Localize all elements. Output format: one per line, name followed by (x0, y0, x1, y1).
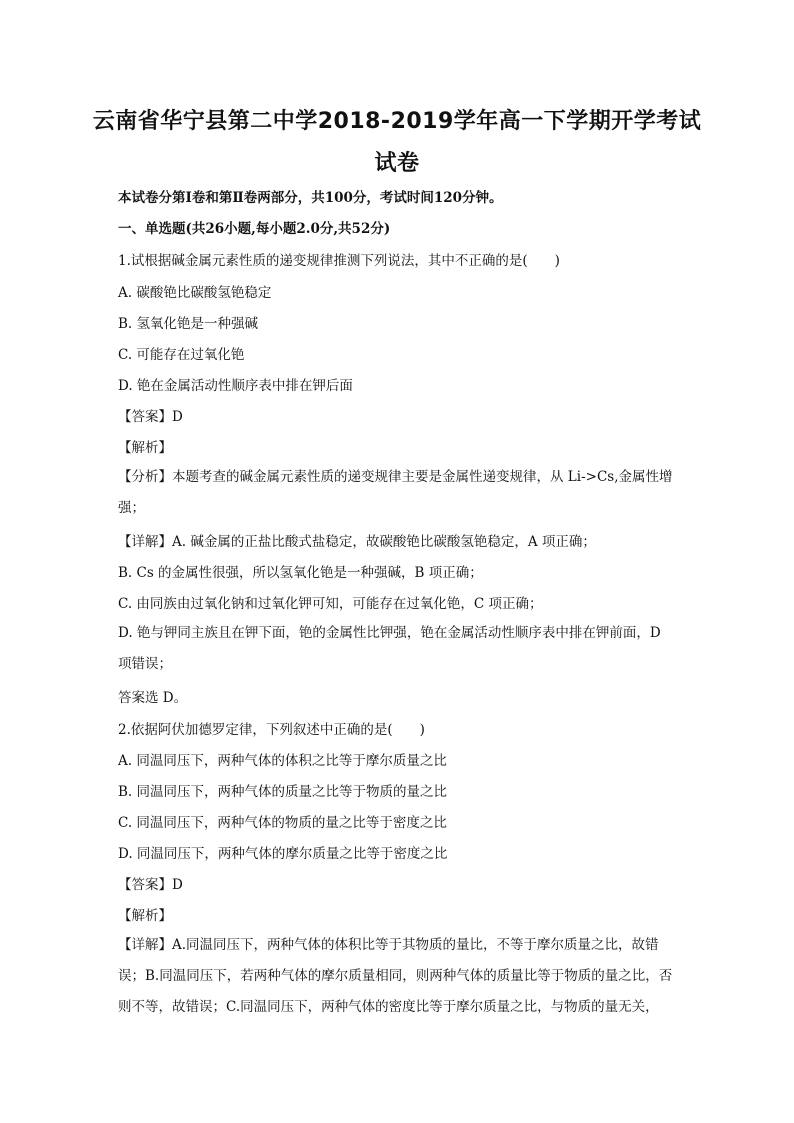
question-2-stem: 2.依据阿伏加德罗定律，下列叙述中正确的是( ) (118, 722, 425, 738)
exam-intro: 本试卷分第Ⅰ卷和第Ⅱ卷两部分，共100分，考试时间120分钟。 (118, 190, 503, 206)
question-1-xiangjie-a: 【详解】A. 碱金属的正盐比酸式盐稳定，故碳酸铯比碳酸氢铯稳定，A 项正确； (118, 534, 596, 550)
question-1-xiangjie-d: D. 铯与钾同主族且在钾下面，铯的金属性比钾强，铯在金属活动性顺序表中排在钾前面，D 项错误； (118, 625, 661, 672)
question-2-option-d: D. 同温同压下，两种气体的摩尔质量之比等于密度之比 (118, 846, 448, 862)
document-title-line1: 云南省华宁县第二中学2018-2019学年高一下学期开学考试 (92, 109, 702, 134)
question-2-answer: 【答案】D (118, 877, 183, 893)
question-1-option-a: A. 碳酸铯比碳酸氢铯稳定 (118, 285, 272, 301)
question-2-xiangjie: 【详解】A.同温同压下，两种气体的体积比等于其物质的量比，不等于摩尔质量之比，故错误；B.同温同压下，若两种气体的摩尔质量相同，则两种气体的质量比等于物质的量之比，否则不等，故错误；C.同温同压下，两种气体的密度比等于摩尔质量之比，与物质的量无关， (118, 937, 673, 1015)
question-2-option-b: B. 同温同压下，两种气体的质量之比等于物质的量之比 (118, 784, 448, 800)
question-1-conclusion: 答案选 D。 (118, 690, 188, 706)
question-1-option-b: B. 氢氧化铯是一种强碱 (118, 316, 259, 332)
question-1-analysis-label: 【解析】 (118, 440, 172, 456)
question-1-xiangjie-c: C. 由同族由过氧化钠和过氧化钾可知，可能存在过氧化铯，C 项正确； (118, 596, 543, 612)
question-2-option-c: C. 同温同压下，两种气体的物质的量之比等于密度之比 (118, 815, 447, 831)
question-1-stem: 1.试根据碱金属元素性质的递变规律推测下列说法，其中不正确的是( ) (118, 253, 560, 269)
question-1-xiangjie-b: B. Cs 的金属性很强，所以氢氧化铯是一种强碱，B 项正确； (118, 565, 483, 581)
question-2-option-a: A. 同温同压下，两种气体的体积之比等于摩尔质量之比 (118, 753, 447, 769)
question-1-option-c: C. 可能存在过氧化铯 (118, 347, 245, 363)
question-1-option-d: D. 铯在金属活动性顺序表中排在钾后面 (118, 378, 353, 394)
question-2-analysis-label: 【解析】 (118, 908, 172, 924)
section-heading: 一、单选题(共26小题,每小题2.0分,共52分) (118, 221, 391, 237)
question-1-fenxi: 【分析】本题考查的碱金属元素性质的递变规律主要是金属性递变规律，从 Li->Cs,金属性增强； (118, 469, 673, 516)
document-title-line2: 试卷 (374, 151, 420, 176)
question-1-answer: 【答案】D (118, 409, 183, 425)
